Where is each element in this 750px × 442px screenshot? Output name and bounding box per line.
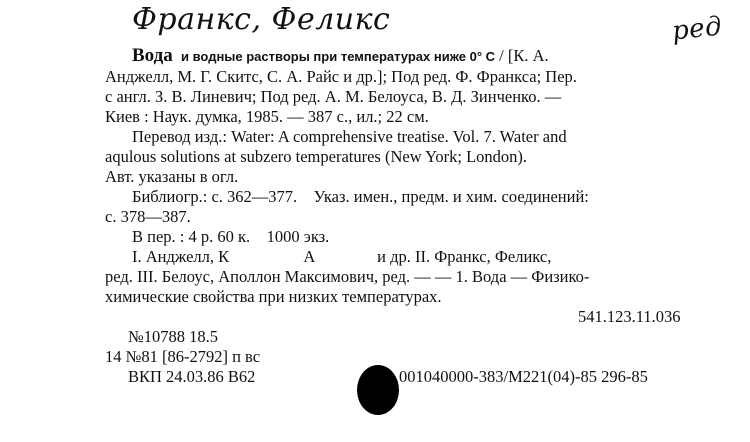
handwritten-heading: Франкс, Феликс: [132, 2, 391, 37]
book-subtitle: и водные растворы при температурах ниже 0° С: [181, 49, 496, 64]
handwritten-margin-note: ред: [670, 11, 724, 47]
catalog-code-2: 14 №81 [86-2792] п вс: [105, 347, 261, 366]
catalog-code-3: ВКП 24.03.86 В62: [128, 367, 256, 386]
footer-code: 001040000-383/М221(04)-85 296-85: [399, 367, 648, 386]
translation-source-line-2: aqulous solutions at subzero temperatures (New York; London).: [105, 147, 528, 166]
index-headings-line-3: химические свойства при низких температурах.: [105, 287, 442, 306]
title-line: [132, 46, 549, 67]
bibliography-line: Библиогр.: с. 362—377. Указ. имен., предм. и хим. соединений:: [132, 187, 589, 206]
index-headings-line-2: ред. III. Белоус, Аполлон Максимович, ред. — — 1. Вода — Физико-: [105, 267, 590, 286]
translation-source-line: Перевод изд.: Water: A comprehensive treatise. Vol. 7. Water and: [132, 127, 567, 146]
translator-line: с англ. З. В. Линевич; Под ред. А. М. Белоуса, В. Д. Зинченко. —: [105, 87, 562, 106]
index-headings-line: I. Анджелл, К А и др. II. Франкс, Феликс,: [132, 247, 552, 266]
punched-hole: [357, 365, 399, 415]
authors-note-line: Авт. указаны в огл.: [105, 167, 239, 186]
publisher-line: Киев : Наук. думка, 1985. — 387 с., ил.; 22 см.: [105, 107, 429, 126]
catalog-code-1: №10788 18.5: [128, 327, 218, 346]
book-title: Вода: [132, 45, 173, 66]
udc-code: 541.123.11.036: [578, 307, 681, 326]
index-pages-line: с. 378—387.: [105, 207, 191, 226]
authors-line: Анджелл, М. Г. Скитс, С. А. Райс и др.]; Под ред. Ф. Франкса; Пер.: [105, 67, 577, 86]
price-line: В пер. : 4 р. 60 к. 1000 экз.: [132, 227, 330, 246]
title-line-rest: / [К. А.: [495, 46, 549, 65]
